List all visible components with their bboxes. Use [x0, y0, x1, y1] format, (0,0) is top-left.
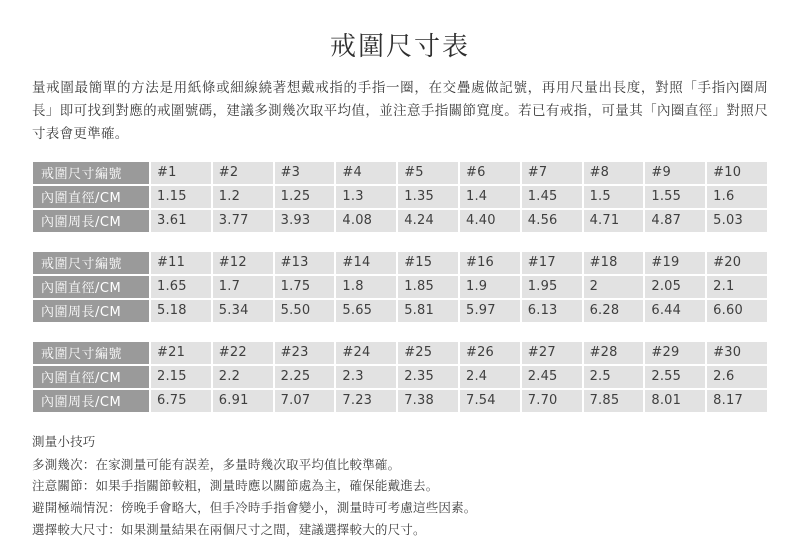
cell-diameter: 2.6 — [706, 365, 768, 389]
cell-diameter: 1.85 — [397, 275, 459, 299]
cell-diameter: 2.5 — [583, 365, 645, 389]
cell-diameter: 2.45 — [521, 365, 583, 389]
cell-diameter: 1.6 — [706, 185, 768, 209]
table-row — [32, 251, 768, 275]
cell-number: #11 — [150, 251, 212, 275]
cell-diameter: 1.4 — [459, 185, 521, 209]
cell-diameter: 1.15 — [150, 185, 212, 209]
row-label-number: 戒圍尺寸編號 — [32, 161, 150, 185]
table-row — [32, 341, 768, 365]
tip-item: 避開極端情況：傍晚手會略大，但手冷時手指會變小，測量時可考慮這些因素。 — [32, 500, 477, 516]
cell-number: #6 — [459, 161, 521, 185]
cell-diameter: 2.3 — [335, 365, 397, 389]
cell-diameter: 2.25 — [274, 365, 336, 389]
table-row — [32, 299, 768, 323]
table-row — [32, 161, 768, 185]
cell-circumference: 3.77 — [212, 209, 274, 233]
page-title: 戒圍尺寸表 — [329, 32, 470, 62]
cell-diameter: 2.55 — [644, 365, 706, 389]
cell-diameter: 1.35 — [397, 185, 459, 209]
row-label-circumference: 內圍周長/CM — [32, 389, 150, 413]
cell-number: #4 — [335, 161, 397, 185]
cell-diameter: 2.05 — [644, 275, 706, 299]
cell-diameter: 2.35 — [397, 365, 459, 389]
cell-number: #8 — [583, 161, 645, 185]
row-label-diameter: 內圍直徑/CM — [32, 185, 150, 209]
cell-number: #3 — [274, 161, 336, 185]
cell-circumference: 7.70 — [521, 389, 583, 413]
cell-circumference: 5.65 — [335, 299, 397, 323]
cell-circumference: 5.97 — [459, 299, 521, 323]
cell-circumference: 4.08 — [335, 209, 397, 233]
cell-diameter: 2.4 — [459, 365, 521, 389]
cell-number: #24 — [335, 341, 397, 365]
cell-circumference: 7.07 — [274, 389, 336, 413]
row-label-circumference: 內圍周長/CM — [32, 209, 150, 233]
cell-number: #17 — [521, 251, 583, 275]
cell-number: #5 — [397, 161, 459, 185]
cell-circumference: 7.54 — [459, 389, 521, 413]
cell-number: #29 — [644, 341, 706, 365]
cell-number: #20 — [706, 251, 768, 275]
intro-paragraph: 量戒圍最簡單的方法是用紙條或細線繞著想戴戒指的手指一圈，在交疊處做記號，再用尺量出長度，對照「手指內圈周長」即可找到對應的戒圍號碼，建議多測幾次取平均值，並注意手指關節寬度。若已有戒指，可量其「內圈直徑」對照尺寸表會更準確。 — [32, 80, 768, 143]
cell-number: #16 — [459, 251, 521, 275]
cell-circumference: 5.50 — [274, 299, 336, 323]
tip-item: 注意關節：如果手指關節較粗，測量時應以關節處為主，確保能戴進去。 — [32, 478, 439, 494]
cell-number: #12 — [212, 251, 274, 275]
cell-number: #9 — [644, 161, 706, 185]
cell-diameter: 2.1 — [706, 275, 768, 299]
cell-diameter: 2.15 — [150, 365, 212, 389]
cell-circumference: 8.17 — [706, 389, 768, 413]
row-label-diameter: 內圍直徑/CM — [32, 275, 150, 299]
cell-circumference: 4.87 — [644, 209, 706, 233]
cell-number: #26 — [459, 341, 521, 365]
cell-diameter: 1.65 — [150, 275, 212, 299]
cell-circumference: 5.34 — [212, 299, 274, 323]
cell-number: #25 — [397, 341, 459, 365]
cell-circumference: 4.71 — [583, 209, 645, 233]
cell-number: #18 — [583, 251, 645, 275]
tip-item: 選擇較大尺寸：如果測量結果在兩個尺寸之間，建議選擇較大的尺寸。 — [32, 522, 426, 538]
cell-circumference: 6.44 — [644, 299, 706, 323]
cell-number: #10 — [706, 161, 768, 185]
cell-number: #13 — [274, 251, 336, 275]
cell-circumference: 8.01 — [644, 389, 706, 413]
cell-number: #2 — [212, 161, 274, 185]
ring-size-table-2 — [32, 251, 768, 323]
cell-number: #14 — [335, 251, 397, 275]
cell-diameter: 2.2 — [212, 365, 274, 389]
cell-number: #1 — [150, 161, 212, 185]
cell-diameter: 1.7 — [212, 275, 274, 299]
cell-diameter: 1.55 — [644, 185, 706, 209]
cell-circumference: 6.13 — [521, 299, 583, 323]
ring-size-table-1 — [32, 161, 768, 233]
cell-number: #28 — [583, 341, 645, 365]
cell-diameter: 1.3 — [335, 185, 397, 209]
cell-number: #7 — [521, 161, 583, 185]
cell-diameter: 1.5 — [583, 185, 645, 209]
cell-number: #23 — [274, 341, 336, 365]
ring-size-table-3 — [32, 341, 768, 413]
table-row — [32, 185, 768, 209]
cell-circumference: 5.03 — [706, 209, 768, 233]
tip-item: 多測幾次：在家測量可能有誤差，多量時幾次取平均值比較準確。 — [32, 456, 401, 472]
cell-circumference: 3.93 — [274, 209, 336, 233]
ring-size-tables — [32, 161, 768, 413]
cell-diameter: 1.75 — [274, 275, 336, 299]
cell-circumference: 6.91 — [212, 389, 274, 413]
table-row — [32, 389, 768, 413]
measurement-tips — [32, 431, 768, 541]
row-label-circumference: 內圍周長/CM — [32, 299, 150, 323]
cell-number: #15 — [397, 251, 459, 275]
cell-circumference: 4.24 — [397, 209, 459, 233]
cell-circumference: 7.38 — [397, 389, 459, 413]
cell-circumference: 5.18 — [150, 299, 212, 323]
cell-circumference: 6.28 — [583, 299, 645, 323]
cell-circumference: 4.56 — [521, 209, 583, 233]
cell-number: #19 — [644, 251, 706, 275]
row-label-number: 戒圍尺寸編號 — [32, 251, 150, 275]
table-row — [32, 365, 768, 389]
table-row — [32, 275, 768, 299]
cell-circumference: 6.60 — [706, 299, 768, 323]
cell-diameter: 1.95 — [521, 275, 583, 299]
cell-circumference: 6.75 — [150, 389, 212, 413]
cell-number: #30 — [706, 341, 768, 365]
cell-circumference: 5.81 — [397, 299, 459, 323]
cell-number: #27 — [521, 341, 583, 365]
cell-circumference: 4.40 — [459, 209, 521, 233]
cell-number: #22 — [212, 341, 274, 365]
cell-circumference: 7.23 — [335, 389, 397, 413]
row-label-diameter: 內圍直徑/CM — [32, 365, 150, 389]
cell-diameter: 1.2 — [212, 185, 274, 209]
tips-heading: 測量小技巧 — [32, 433, 96, 449]
cell-number: #21 — [150, 341, 212, 365]
cell-diameter: 1.45 — [521, 185, 583, 209]
cell-diameter: 2 — [583, 275, 645, 299]
cell-circumference: 7.85 — [583, 389, 645, 413]
cell-diameter: 1.9 — [459, 275, 521, 299]
row-label-number: 戒圍尺寸編號 — [32, 341, 150, 365]
table-row — [32, 209, 768, 233]
cell-diameter: 1.25 — [274, 185, 336, 209]
cell-diameter: 1.8 — [335, 275, 397, 299]
cell-circumference: 3.61 — [150, 209, 212, 233]
